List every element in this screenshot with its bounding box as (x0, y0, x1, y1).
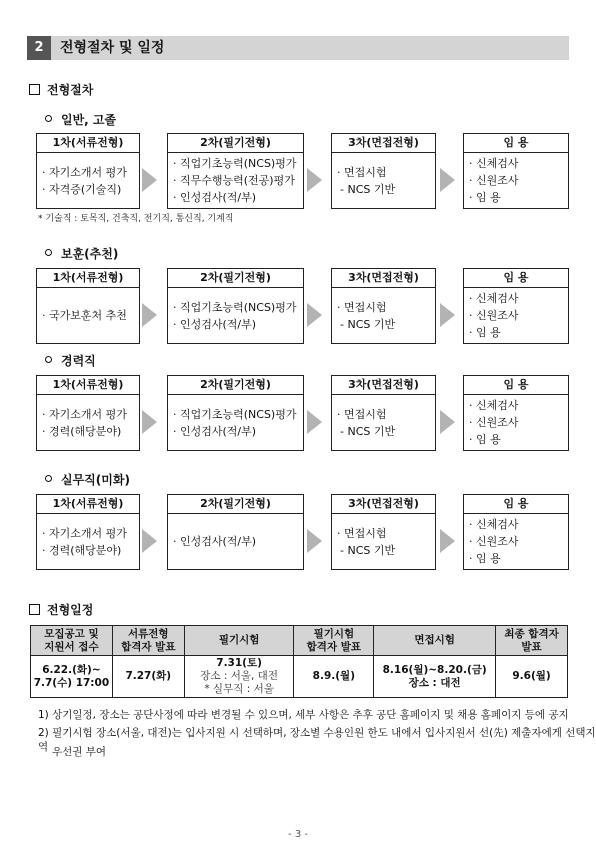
section-header (27, 36, 569, 60)
arrow-right-icon (142, 410, 157, 434)
stage-head: 2차(필기전형) (168, 134, 303, 153)
schedule-table (30, 625, 568, 698)
stage-card (36, 494, 140, 570)
circle-bullet-icon (45, 356, 52, 363)
section-number: 2 (27, 36, 51, 60)
header-cell: 최종 합격자 발표 (496, 626, 568, 656)
arrow-right-icon (440, 168, 455, 192)
table-header-row (31, 626, 568, 656)
stage-item: - NCS 기반 (340, 182, 396, 196)
cell-written-exam: 7.31(토) 장소 : 서울, 대전 * 실무직 : 서울 (184, 656, 294, 698)
circle-bullet-icon (45, 475, 52, 482)
circle-bullet-icon (45, 115, 52, 122)
stage-card (167, 268, 304, 344)
header-cell: 모집공고 및 지원서 접수 (31, 626, 113, 656)
header-cell: 필기시험 (184, 626, 294, 656)
stage-head: 3차(면접전형) (332, 376, 435, 395)
stage-item: · 인성검사(적/부) (173, 191, 257, 204)
schedule-note: 1) 상기일정, 장소는 공단사정에 따라 변경될 수 있으며, 세부 사항은 추후 공단 홈페이지 및 채용 홈페이지 등에 공지 (38, 709, 569, 721)
cell-final-result: 9.6(월) (496, 656, 568, 698)
stage-head: 2차(필기전형) (168, 269, 303, 288)
group-title-veterans: 보훈(추천) (45, 245, 118, 262)
stage-item: · 임 용 (469, 552, 501, 565)
stage-card (331, 494, 436, 570)
stage-card (463, 375, 569, 451)
stage-item: · 직무수행능력(전공)평가 (173, 174, 295, 187)
arrow-right-icon (307, 168, 322, 192)
stage-card (331, 375, 436, 451)
stage-head: 3차(면접전형) (332, 269, 435, 288)
square-bullet-icon (29, 84, 40, 95)
header-cell: 서류전형 합격자 발표 (112, 626, 184, 656)
header-cell: 필기시험 합격자 발표 (294, 626, 374, 656)
stage-item: - NCS 기반 (340, 424, 396, 438)
stage-card (463, 133, 569, 209)
stage-item: · 직업기초능력(NCS)평가 (173, 300, 297, 314)
stage-card (463, 268, 569, 344)
cell-document-result: 7.27(화) (112, 656, 184, 698)
stage-card (167, 494, 304, 570)
stage-item: · 직업기초능력(NCS)평가 (173, 157, 297, 170)
section-title: 전형절차 및 일정 (60, 40, 165, 56)
arrow-right-icon (142, 303, 157, 327)
stage-item: · 자기소개서 평가 (42, 407, 127, 421)
arrow-right-icon (440, 529, 455, 553)
stage-item: · 신체검사 (469, 157, 519, 170)
arrow-right-icon (440, 410, 455, 434)
stage-head: 3차(면접전형) (332, 495, 435, 514)
stage-item: - NCS 기반 (340, 543, 396, 557)
arrow-right-icon (307, 529, 322, 553)
stage-item: · 신원조사 (469, 174, 519, 187)
stage-item: · 직업기초능력(NCS)평가 (173, 407, 297, 421)
stage-item: · 임 용 (469, 433, 501, 446)
footnote: * 기술직 : 토목직, 건축직, 전기직, 통신직, 기계직 (38, 214, 234, 224)
stage-item: · 신체검사 (469, 518, 519, 531)
stage-item: · 국가보훈처 추천 (42, 309, 127, 322)
header-cell: 면접시험 (374, 626, 496, 656)
stage-item: · 신원조사 (469, 309, 519, 322)
stage-item: · 인성검사(적/부) (173, 424, 257, 438)
stage-item: · 신체검사 (469, 292, 519, 305)
page-number: - 3 - (288, 829, 308, 840)
arrow-right-icon (142, 168, 157, 192)
stage-card (167, 375, 304, 451)
stage-head: 1차(서류전형) (37, 495, 139, 514)
stage-head: 임 용 (464, 269, 568, 288)
stage-item: · 면접시험 (337, 300, 387, 314)
stage-item: · 신원조사 (469, 535, 519, 548)
schedule-note: 2) 필기시험 장소(서울, 대전)는 입사지원 시 선택하며, 장소별 수용인원 한도 내에서 입사지원서 선(先) 제출자에게 선택지역 (38, 727, 596, 753)
cell-interview: 8.16(월)~8.20.(금) 장소 : 대전 (374, 656, 496, 698)
stage-head: 3차(면접전형) (332, 134, 435, 153)
stage-item: · 면접시험 (337, 165, 387, 179)
stage-head: 2차(필기전형) (168, 376, 303, 395)
cell-application: 6.22.(화)~ 7.7(수) 17:00 (31, 656, 113, 698)
stage-item: - NCS 기반 (340, 317, 396, 331)
procedure-heading: 전형절차 (29, 81, 93, 98)
stage-head: 임 용 (464, 495, 568, 514)
stage-item: · 인성검사(적/부) (173, 535, 257, 548)
schedule-note: 우선권 부여 (52, 746, 107, 758)
cell-written-result: 8.9.(월) (294, 656, 374, 698)
group-title-experienced: 경력직 (45, 352, 96, 369)
stage-card (331, 133, 436, 209)
circle-bullet-icon (45, 249, 52, 256)
stage-card (36, 133, 140, 209)
stage-card (167, 133, 304, 209)
stage-item: · 경력(해당분야) (42, 424, 122, 438)
arrow-right-icon (307, 410, 322, 434)
group-title-general: 일반, 고졸 (45, 111, 116, 128)
stage-item: · 인성검사(적/부) (173, 317, 257, 331)
stage-head: 2차(필기전형) (168, 495, 303, 514)
stage-item: · 신원조사 (469, 416, 519, 429)
stage-item: · 자기소개서 평가 (42, 526, 127, 540)
stage-item: · 임 용 (469, 326, 501, 339)
stage-card (36, 375, 140, 451)
stage-item: · 면접시험 (337, 526, 387, 540)
arrow-right-icon (440, 303, 455, 327)
arrow-right-icon (307, 303, 322, 327)
schedule-heading: 전형일정 (29, 601, 93, 618)
stage-card (36, 268, 140, 344)
group-title-practical: 실무직(미화) (45, 471, 130, 488)
stage-card (463, 494, 569, 570)
stage-item: · 면접시험 (337, 407, 387, 421)
stage-item: · 자기소개서 평가 (42, 165, 127, 179)
square-bullet-icon (29, 604, 40, 615)
stage-head: 1차(서류전형) (37, 376, 139, 395)
stage-item: · 신체검사 (469, 399, 519, 412)
stage-head: 임 용 (464, 134, 568, 153)
stage-item: · 자격증(기술직) (42, 182, 122, 196)
stage-head: 1차(서류전형) (37, 134, 139, 153)
stage-item: · 경력(해당분야) (42, 543, 122, 557)
arrow-right-icon (142, 529, 157, 553)
stage-head: 1차(서류전형) (37, 269, 139, 288)
stage-item: · 임 용 (469, 191, 501, 204)
table-row (31, 656, 568, 698)
stage-card (331, 268, 436, 344)
stage-head: 임 용 (464, 376, 568, 395)
